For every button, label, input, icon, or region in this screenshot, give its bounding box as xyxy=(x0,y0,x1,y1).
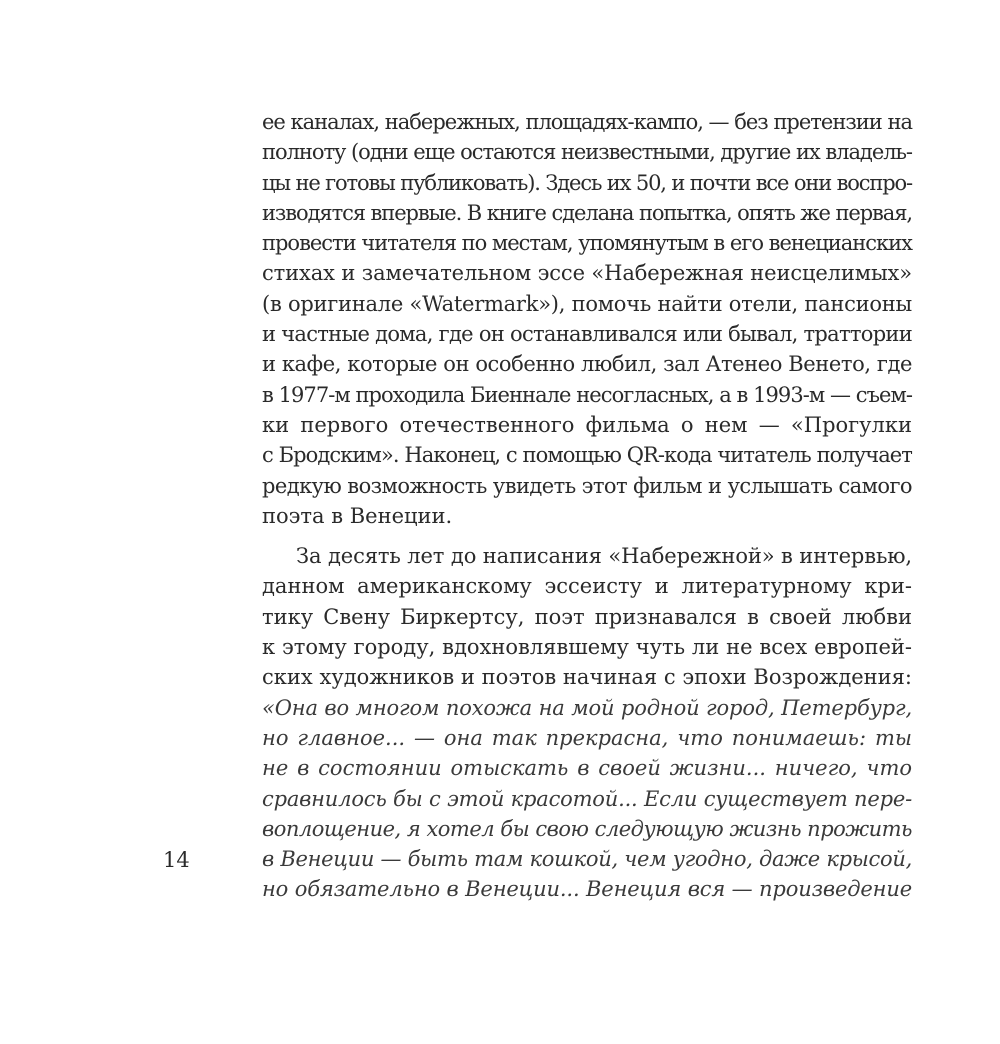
text-line: сравнилось бы с этой красотой... Если существует пере- xyxy=(262,786,912,811)
text-line: в 1977-м проходила Биеннале несогласных, а в 1993-м — съем- xyxy=(262,382,912,407)
page-number: 14 xyxy=(163,848,190,872)
text-line: не в состоянии отыскать в своей жизни... ничего, что xyxy=(262,756,912,781)
text-line: и кафе, которые он особенно любил, зал Атенео Венето, где xyxy=(262,352,912,377)
text-line: в Венеции — быть там кошкой, чем угодно, даже крысой, xyxy=(262,847,912,872)
text-line: «Она во многом похожа на мой родной город, Петербург, xyxy=(262,695,912,720)
text-line: полноту (одни еще остаются неизвестными, другие их владель- xyxy=(262,140,912,165)
body-text xyxy=(262,107,912,905)
text-line: тику Свену Биркертсу, поэт признавался в своей любви xyxy=(262,604,912,629)
text-line: воплощение, я хотел бы свою следующую жизнь прожить xyxy=(262,816,912,841)
text-line: (в оригинале «Watermark»), помочь найти отели, пансионы xyxy=(262,291,912,316)
text-line: поэта в Венеции. xyxy=(262,503,453,528)
text-line: к этому городу, вдохновлявшему чуть ли не всех европей- xyxy=(262,635,912,660)
text-line: редкую возможность увидеть этот фильм и услышать самого xyxy=(262,473,912,498)
text-line: За десять лет до написания «Набережной» в интервью, xyxy=(296,544,912,569)
text-line: но обязательно в Венеции... Венеция вся — произведение xyxy=(262,877,912,902)
text-line: провести читателя по местам, упомянутым в его венецианских xyxy=(262,231,912,256)
text-line: цы не готовы публиковать). Здесь их 50, и почти все они воспро- xyxy=(262,170,912,195)
text-line: ее каналах, набережных, площадях-кампо, — без претензии на xyxy=(262,110,912,134)
text-line: стихах и замечательном эссе «Набережная неисцелимых» xyxy=(262,261,912,286)
text-line: данном американскому эссеисту и литературному кри- xyxy=(262,574,912,599)
text-line: ских художников и поэтов начиная с эпохи Возрождения: xyxy=(262,665,912,690)
text-line: изводятся впервые. В книге сделана попытка, опять же первая, xyxy=(262,200,912,225)
text-line: и частные дома, где он останавливался или бывал, траттории xyxy=(262,322,912,347)
text-line: но главное... — она так прекрасна, что понимаешь: ты xyxy=(262,725,912,750)
text-line: с Бродским». Наконец, с помощью QR-кода читатель получает xyxy=(262,443,912,468)
text-line: ки первого отечественного фильма о нем — «Прогулки xyxy=(262,412,912,437)
